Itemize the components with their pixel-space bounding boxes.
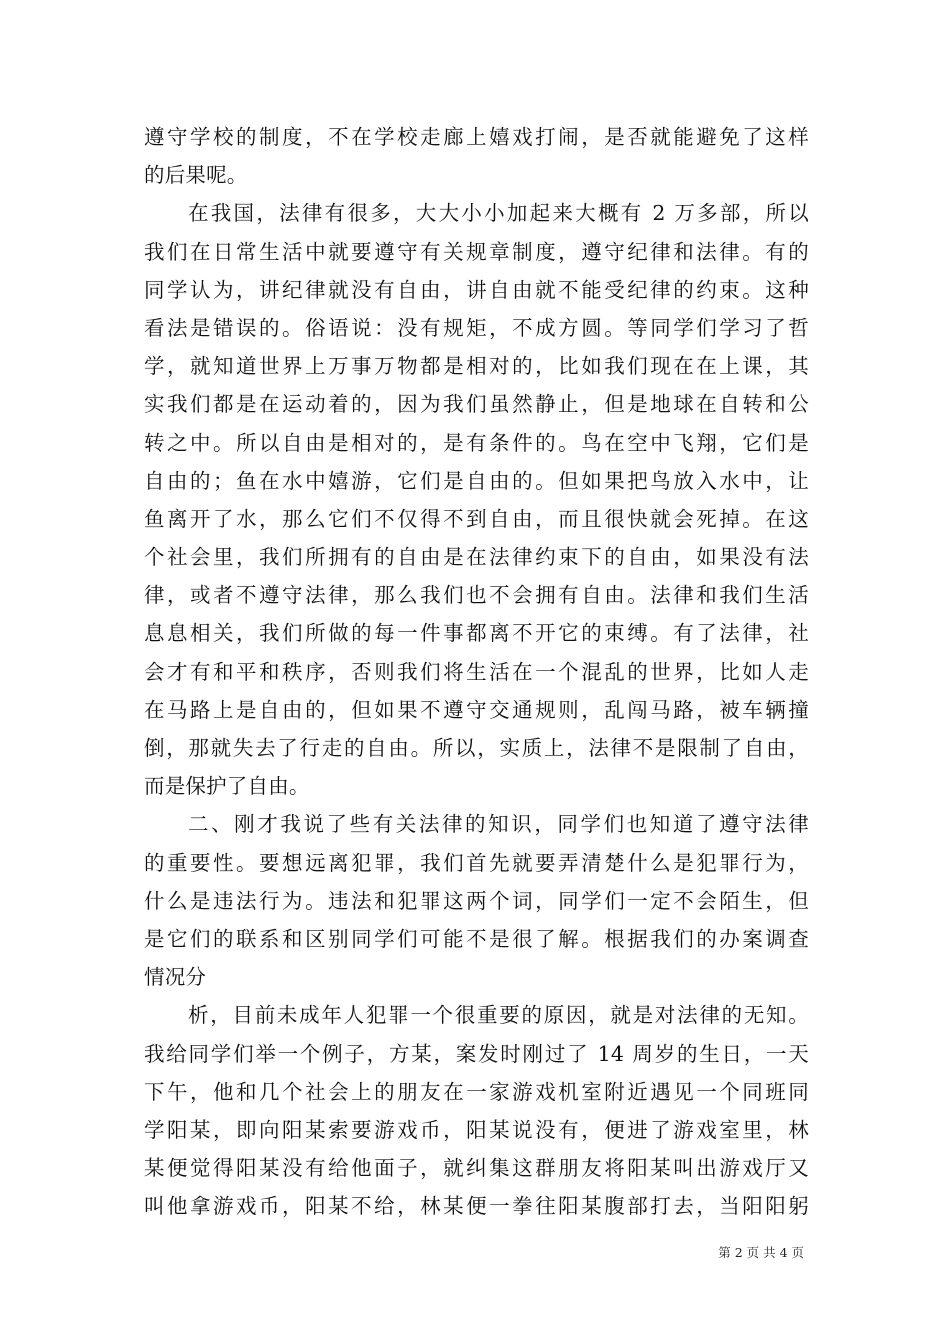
text-line: 遵守学校的制度，不在学校走廊上嬉戏打闹，是否就能避免了这样 bbox=[144, 125, 809, 149]
text-line: 转之中。所以自由是相对的，是有条件的。鸟在空中飞翔，它们是 bbox=[144, 430, 809, 455]
text-line: 会才有和平和秩序，否则我们将生活在一个混乱的世界，比如人走 bbox=[144, 659, 809, 684]
text-line: 是它们的联系和区别同学们可能不是很了解。根据我们的办案调查 bbox=[144, 926, 809, 951]
text-line: 我给同学们举一个例子，方某，案发时刚过了 14 周岁的生日，一天 bbox=[144, 1041, 809, 1066]
body-text bbox=[144, 118, 809, 1225]
text-line: 的重要性。要想远离犯罪，我们首先就要弄清楚什么是犯罪行为， bbox=[144, 850, 809, 875]
text-line: 在马路上是自由的，但如果不遵守交通规则，乱闯马路，被车辆撞 bbox=[144, 697, 809, 722]
text-line: 学，就知道世界上万事万物都是相对的，比如我们现在在上课，其 bbox=[144, 354, 809, 379]
text-line: 倒，那就失去了行走的自由。所以，实质上，法律不是限制了自由， bbox=[144, 736, 809, 760]
text-line: 实我们都是在运动着的，因为我们虽然静止，但是地球在自转和公 bbox=[144, 392, 809, 417]
text-line: 同学认为，讲纪律就没有自由，讲自由就不能受纪律的约束。这种 bbox=[144, 277, 809, 302]
text-line: 我们在日常生活中就要遵守有关规章制度，遵守纪律和法律。有的 bbox=[144, 239, 809, 264]
text-line: 律，或者不遵守法律，那么我们也不会拥有自由。法律和我们生活 bbox=[144, 583, 809, 608]
text-line: 析，目前未成年人犯罪一个很重要的原因，就是对法律的无知。 bbox=[188, 1003, 809, 1028]
text-line: 情况分 bbox=[144, 965, 207, 990]
text-line: 自由的；鱼在水中嬉游，它们是自由的。但如果把鸟放入水中，让 bbox=[144, 468, 809, 493]
page-number: 第 2 页 共 4 页 bbox=[718, 1245, 804, 1260]
text-line: 在我国，法律有很多，大大小小加起来大概有 2 万多部，所以 bbox=[188, 201, 809, 226]
text-line: 的后果呢。 bbox=[144, 163, 248, 188]
text-line: 而是保护了自由。 bbox=[144, 774, 310, 799]
text-line: 二、刚才我说了些有关法律的知识，同学们也知道了遵守法律 bbox=[188, 812, 809, 837]
text-line: 鱼离开了水，那么它们不仅得不到自由，而且很快就会死掉。在这 bbox=[144, 506, 809, 531]
text-line: 学阳某，即向阳某索要游戏币，阳某说没有，便进了游戏室里，林 bbox=[144, 1117, 809, 1142]
text-line: 某便觉得阳某没有给他面子，就纠集这群朋友将阳某叫出游戏厅又 bbox=[144, 1156, 809, 1181]
text-line: 下午，他和几个社会上的朋友在一家游戏机室附近遇见一个同班同 bbox=[144, 1079, 809, 1104]
text-line: 个社会里，我们所拥有的自由是在法律约束下的自由，如果没有法 bbox=[144, 545, 809, 570]
text-line: 看法是错误的。俗语说：没有规矩，不成方圆。等同学们学习了哲 bbox=[144, 315, 809, 340]
text-line: 叫他拿游戏币，阳某不给，林某便一拳往阳某腹部打去，当阳阳躬 bbox=[144, 1194, 809, 1219]
text-line: 什么是违法行为。违法和犯罪这两个词，同学们一定不会陌生，但 bbox=[144, 888, 809, 913]
text-line: 息息相关，我们所做的每一件事都离不开它的束缚。有了法律，社 bbox=[144, 621, 809, 646]
